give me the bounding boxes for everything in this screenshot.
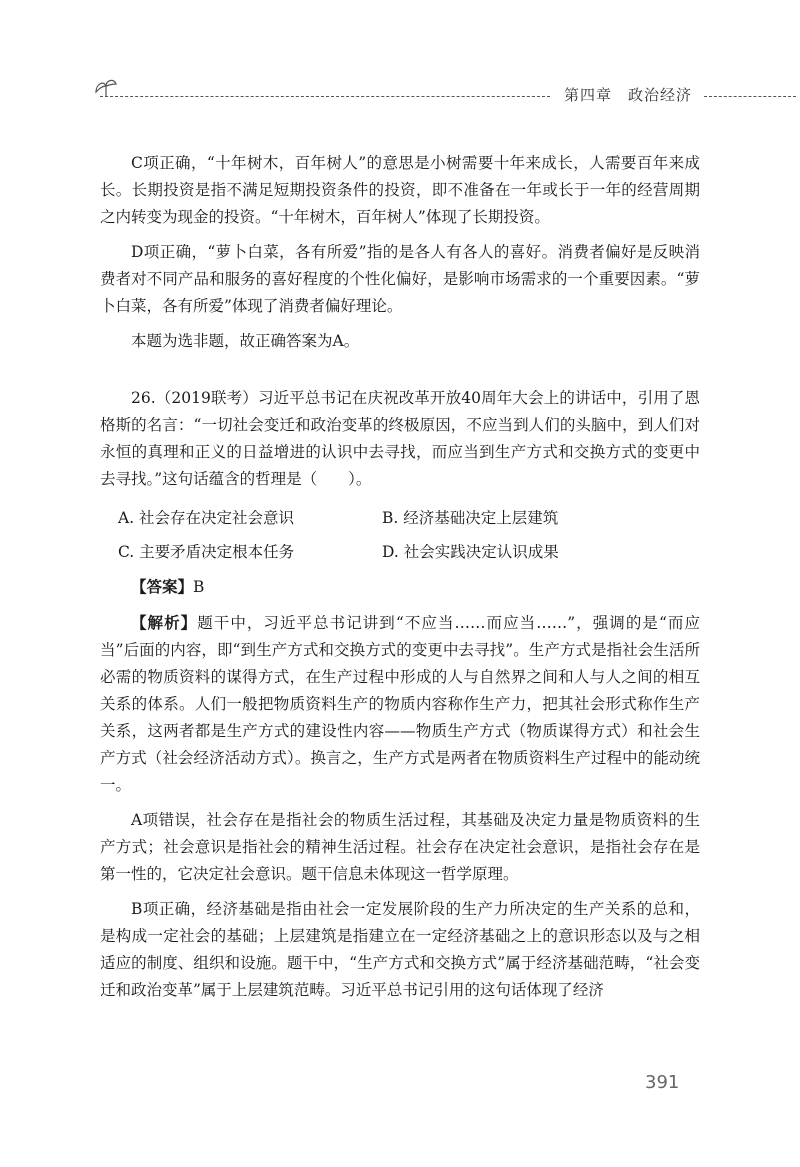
chapter-title: 第四章 政治经济 (564, 86, 693, 104)
paragraph-conclusion: 本题为选非题，故正确答案为A。 (131, 332, 360, 350)
option-c: C. 主要矛盾决定根本任务 (118, 543, 295, 561)
page-header (92, 76, 710, 104)
answer-value: B (193, 578, 205, 596)
analysis-text: 题干中，习近平总书记讲到“不应当……而应当……”，强调的是“而应当”后面的内容，即“到生产方式和交换方式的变更中去寻找”。生产方式是指社会生活所必需的物质资料的谋得方式，在生产过程中形成的人与自然界之间和人与人之间的相互关系的体系。人们一般把物质资料生产的物质内容称作生产力，把其社会形式称作生产关系，这两者都是生产方式的建设性内容——物质生产方式（物质谋得方式）和社会生产方式（社会经济活动方式）。换言之，生产方式是两者在物质资料生产过程中的能动统一。 (100, 614, 700, 794)
option-b: B. 经济基础决定上层建筑 (382, 509, 559, 527)
analysis-option-b: B项正确，经济基础是指由社会一定发展阶段的生产力所决定的生产关系的总和，是构成一定社会的基础；上层建筑是指建立在一定经济基础之上的意识形态以及与之相适应的制度、组织和设施。题干中，“生产方式和交换方式”属于经济基础范畴，“社会变迁和政治变革”属于上层建筑范畴。习近平总书记引用的这句话体现了经济 (100, 900, 700, 999)
page-content (100, 150, 700, 1012)
section-gap (100, 363, 700, 385)
analysis-label: 【解析】 (131, 613, 198, 632)
option-d: D. 社会实践决定认识成果 (382, 543, 559, 561)
analysis-option-a: A项错误，社会存在是指社会的物质生活过程，其基础及决定力量是物质资料的生产方式；社会意识是指社会的精神生活过程。社会存在决定社会意识，是指社会存在是第一性的，它决定社会意识。题干信息未体现这一哲学原理。 (100, 811, 700, 883)
answer-line (100, 573, 700, 601)
header-rule-right (704, 96, 796, 97)
analysis-paragraph (100, 609, 700, 799)
answer-label: 【答案】 (131, 577, 194, 596)
page-number: 391 (645, 1072, 680, 1093)
leaf-icon (92, 76, 122, 102)
question-options (100, 501, 700, 569)
paragraph-option-d: D项正确，“萝卜白菜，各有所爱”指的是各人有各人的喜好。消费者偏好是反映消费者对不同产品和服务的喜好程度的个性化偏好，是影响市场需求的一个重要因素。“萝卜白菜，各有所爱”体现了消费者偏好理论。 (100, 243, 700, 315)
paragraph-option-c: C项正确，“十年树木，百年树人”的意思是小树需要十年来成长，人需要百年来成长。长期投资是指不满足短期投资条件的投资，即不准备在一年或长于一年的经营周期之内转变为现金的投资。“十年树木，百年树人”体现了长期投资。 (100, 154, 700, 226)
header-rule-left (100, 96, 550, 97)
option-a: A. 社会存在决定社会意识 (118, 509, 295, 527)
question-text: 26.（2019联考）习近平总书记在庆祝改革开放40周年大会上的讲话中，引用了恩格斯的名言：“一切社会变迁和政治变革的终极原因，不应当到人们的头脑中，到人们对永恒的真理和正义的日益增进的认识中去寻找，而应当到生产方式和交换方式的变更中去寻找。”这句话蕴含的哲理是（ ）。 (100, 389, 700, 488)
